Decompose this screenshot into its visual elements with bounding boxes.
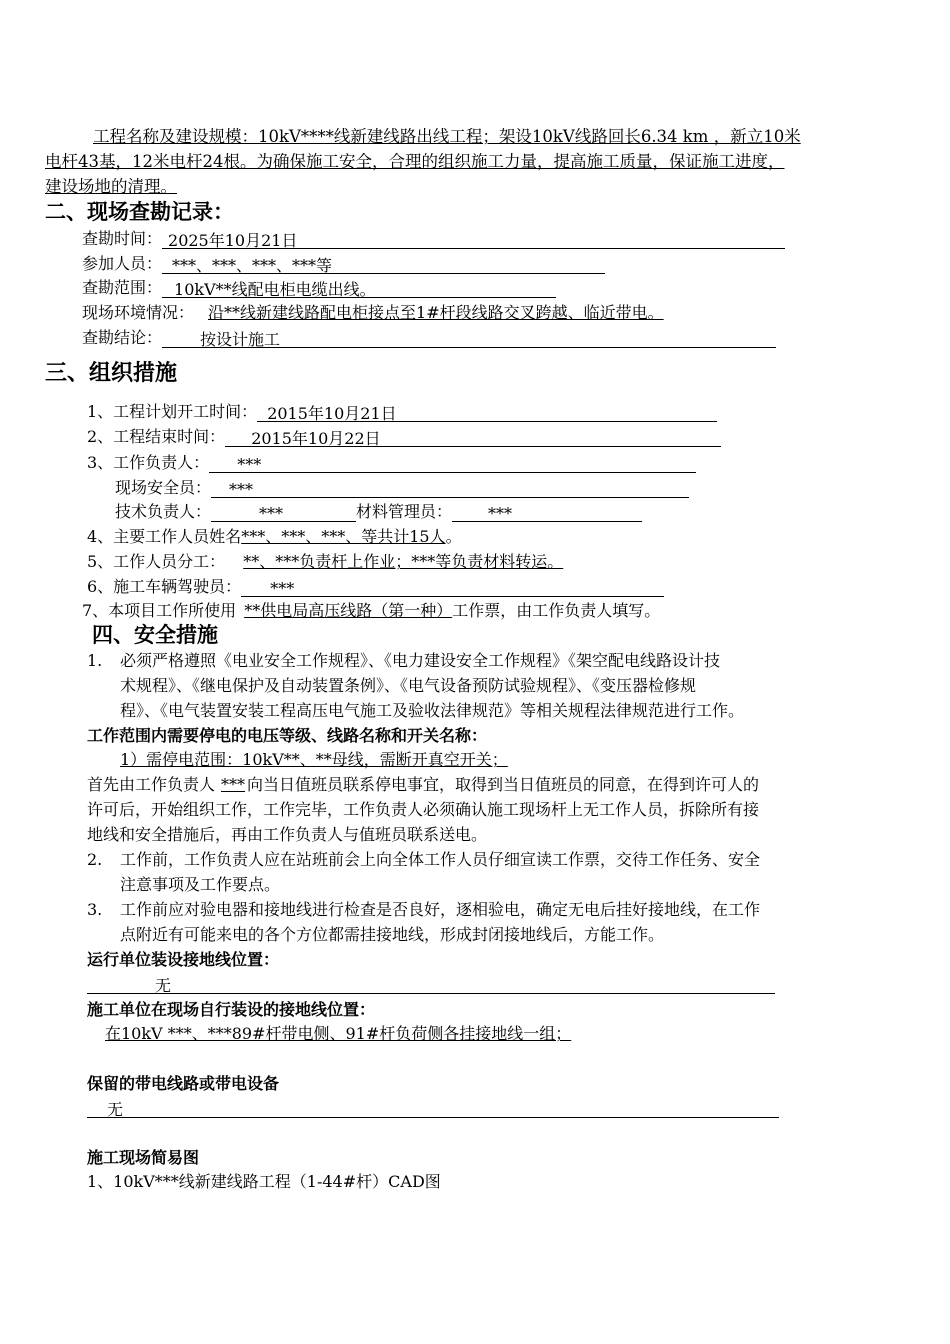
survey-env-row xyxy=(82,303,664,323)
org-start-value: 2015年10月21日 xyxy=(267,404,397,423)
org-tech-value: *** xyxy=(259,504,284,523)
org-staff-suffix: 。 xyxy=(445,527,462,546)
con-ground-value xyxy=(87,1024,571,1044)
org-material-field xyxy=(452,504,642,522)
safety-item1-line3: 程》、《电气装置安装工程高压电气施工及验收法律规范》等相关规程法律规范进行工作。 xyxy=(120,701,745,720)
survey-env-label: 现场环境情况： xyxy=(82,303,195,322)
org-staff-prefix: 4、主要工作人员姓名 xyxy=(87,527,242,546)
org-ticket-row xyxy=(82,601,660,621)
org-safety-field xyxy=(211,480,689,498)
org-driver-label: 6、施工车辆驾驶员： xyxy=(87,577,242,596)
org-division-row xyxy=(87,552,563,572)
survey-conclusion-value: 按设计施工 xyxy=(200,330,281,349)
outage-heading: 工作范围内需要停电的电压等级、线路名称和开关名称： xyxy=(87,726,488,745)
survey-time-field xyxy=(162,231,785,249)
sketch-item: 1、10kV***线新建线路工程（1-44#杆）CAD图 xyxy=(87,1172,441,1191)
survey-scope-row xyxy=(82,278,556,298)
org-staff-row xyxy=(87,527,462,547)
survey-heading: 二、现场查勘记录： xyxy=(45,200,234,224)
survey-people-value: ***、***、***、***等 xyxy=(172,256,333,275)
org-safety-row xyxy=(115,478,689,498)
procedure-line1 xyxy=(87,775,759,795)
org-tech-label: 技术负责人： xyxy=(115,502,212,521)
org-driver-value: *** xyxy=(270,579,295,598)
org-leader-row xyxy=(87,453,696,473)
outage-value: 1）需停电范围：10kV**、**母线，需断开真空开关； xyxy=(120,750,508,769)
safety-item3-line1: 工作前应对验电器和接地线进行检查是否良好，逐相验电，确定无电后挂好接地线，在工作 xyxy=(120,900,761,919)
org-ticket-prefix: 7、本项目工作所使用 xyxy=(82,601,237,620)
op-ground-field xyxy=(87,976,775,994)
live-field xyxy=(87,1100,779,1118)
live-heading: 保留的带电线路或带电设备 xyxy=(87,1074,280,1093)
org-heading: 三、组织措施 xyxy=(45,361,178,386)
safety-item1-line1: 必须严格遵照《电业安全工作规程》、《电力建设安全工作规程》《架空配电线路设计技 xyxy=(120,651,721,670)
survey-conclusion-row xyxy=(82,328,776,348)
survey-time-label: 查勘时间： xyxy=(82,229,163,248)
safety-item2-line1: 工作前，工作负责人应在站班前会上向全体工作人员仔细宣读工作票，交待工作任务、安全 xyxy=(120,850,761,869)
survey-env-value: 沿**线新建线路配电柜接点至1#杆段线路交叉跨越、临近带电。 xyxy=(208,303,664,322)
org-leader-label: 3、工作负责人： xyxy=(87,453,210,472)
procedure-prefix: 首先由工作负责人 xyxy=(87,775,216,794)
intro-line-2: 电杆43基，12米电杆24根。为确保施工安全，合理的组织施工力量，提高施工质量，保证施工进度， xyxy=(45,152,785,171)
survey-time-row xyxy=(82,229,785,249)
survey-people-label: 参加人员： xyxy=(82,254,163,273)
safety-item1-line2: 术规程》、《继电保护及自动装置条例》、《电气设备预防试验规程》、《变压器检修规 xyxy=(120,676,697,695)
op-ground-heading: 运行单位装设接地线位置： xyxy=(87,950,280,969)
org-safety-label: 现场安全员： xyxy=(115,478,212,497)
org-staff-value: ***、***、***、等共计15人 xyxy=(241,527,446,546)
survey-conclusion-label: 查勘结论： xyxy=(82,328,163,347)
con-ground-text: 在10kV ***、***89#杆带电侧、91#杆负荷侧各挂接地线一组； xyxy=(105,1024,572,1043)
op-ground-value: 无 xyxy=(155,976,172,995)
org-division-label: 5、工作人员分工： xyxy=(87,552,226,571)
org-division-value: **、***负责杆上作业；***等负责材料转运。 xyxy=(243,552,564,571)
con-ground-heading: 施工单位在现场自行装设的接地线位置： xyxy=(87,1000,376,1019)
org-ticket-suffix: 工作票，由工作负责人填写。 xyxy=(452,601,661,620)
live-row xyxy=(87,1098,779,1118)
safety-item3-line2: 点附近有可能来电的各个方位都需挂接地线，形成封闭接地线后，方能工作。 xyxy=(120,925,665,944)
survey-people-row xyxy=(82,254,605,274)
org-start-field xyxy=(257,404,717,422)
org-safety-value: *** xyxy=(229,480,254,499)
org-end-row xyxy=(87,427,721,447)
intro-line-1: 工程名称及建设规模：10kV****线新建线路出线工程；架设10kV线路回长6.34 km ，新立10米 xyxy=(93,127,801,146)
sketch-heading: 施工现场简易图 xyxy=(87,1148,200,1167)
org-material-value: *** xyxy=(488,504,513,523)
safety-item2-line2: 注意事项及工作要点。 xyxy=(120,875,281,894)
survey-scope-value: 10kV**线配电柜电缆出线。 xyxy=(174,280,376,299)
org-end-field xyxy=(225,429,721,447)
survey-time-value: 2025年10月21日 xyxy=(168,231,298,250)
org-start-row xyxy=(87,402,717,422)
org-material-label: 材料管理员： xyxy=(356,502,453,521)
procedure-line3: 地线和安全措施后，再由工作负责人与值班员联系送电。 xyxy=(87,825,488,844)
procedure-leader-name: *** xyxy=(221,775,246,794)
org-end-value: 2015年10月22日 xyxy=(251,429,381,448)
procedure-line2: 许可后，开始组织工作，工作完毕，工作负责人必须确认施工现场杆上无工作人员，拆除所有接 xyxy=(87,800,760,819)
survey-scope-label: 查勘范围： xyxy=(82,278,163,297)
org-driver-row xyxy=(87,577,664,597)
intro-line-3: 建设场地的清理。 xyxy=(45,177,177,196)
safety-item2-num: 2. xyxy=(87,850,103,869)
safety-item3-num: 3. xyxy=(87,900,103,919)
survey-people-field xyxy=(162,256,605,274)
survey-scope-field xyxy=(162,280,556,298)
org-ticket-value: **供电局高压线路（第一种） xyxy=(244,601,453,620)
survey-conclusion-field xyxy=(162,330,776,348)
op-ground-row xyxy=(87,974,775,994)
org-leader-field xyxy=(209,455,696,473)
org-tech-row xyxy=(115,502,642,522)
live-value: 无 xyxy=(107,1100,124,1119)
org-tech-field xyxy=(211,504,356,522)
safety-item1-num: 1. xyxy=(87,651,103,670)
procedure-suffix: 向当日值班员联系停电事宜，取得到当日值班员的同意，在得到许可人的 xyxy=(247,775,760,794)
safety-heading: 四、安全措施 xyxy=(92,623,218,647)
org-driver-field xyxy=(241,579,664,597)
org-end-label: 2、工程结束时间： xyxy=(87,427,226,446)
org-leader-value: *** xyxy=(237,455,262,474)
org-start-label: 1、工程计划开工时间： xyxy=(87,402,258,421)
